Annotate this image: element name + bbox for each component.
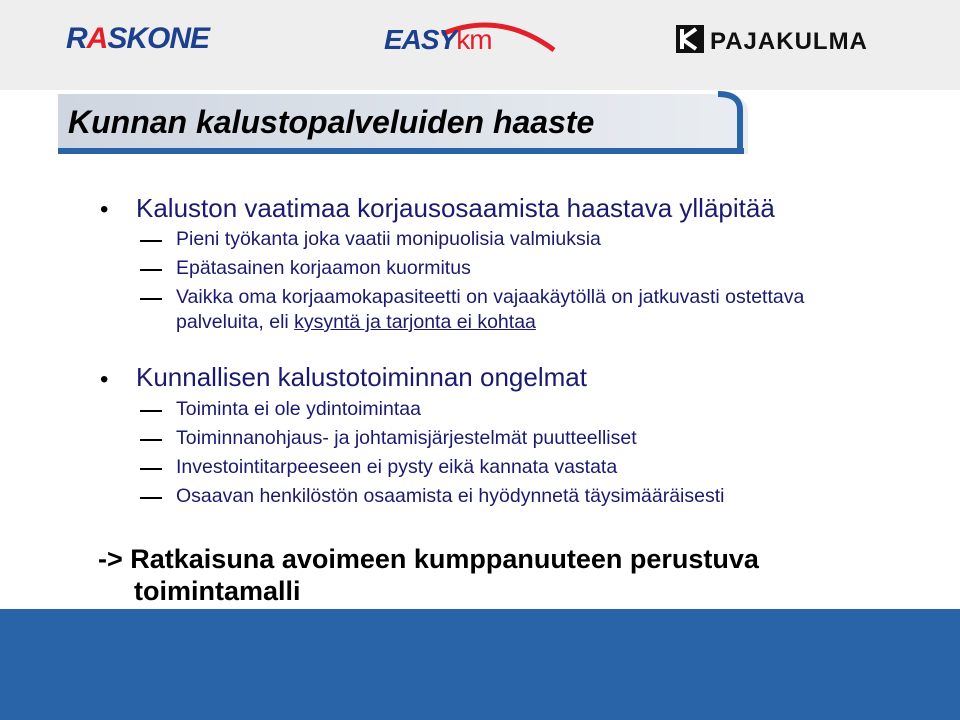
pajakulma-mark-icon xyxy=(676,25,704,53)
section-heading: Kaluston vaatimaa korjausosaamista haastava ylläpitää xyxy=(136,193,775,223)
bullet-marker: • xyxy=(100,366,109,393)
list-item: Investointitarpeeseen ei pysty eikä kannata vastata xyxy=(176,456,618,478)
bullet-marker: • xyxy=(100,196,109,223)
list-item: Osaavan henkilöstön osaamista ei hyödynnetä täysimääräisesti xyxy=(176,485,725,507)
dash-marker xyxy=(140,298,162,300)
dash-marker xyxy=(140,497,162,499)
list-item: Toiminta ei ole ydintoimintaa xyxy=(176,398,421,420)
dash-marker xyxy=(140,439,162,441)
list-item: Toiminnanohjaus- ja johtamisjärjestelmät puutteelliset xyxy=(176,427,637,449)
conclusion-text xyxy=(98,543,759,607)
pajakulma-logo: PAJAKULMA xyxy=(676,22,868,56)
list-item: Vaikka oma korjaamokapasiteetti on vajaakäytöllä on jatkuvasti ostettava xyxy=(176,286,805,308)
dash-marker xyxy=(140,269,162,271)
list-item-continuation: palveluita, eli kysyntä ja tarjonta ei kohtaa xyxy=(176,311,536,333)
logo-bar xyxy=(0,0,960,90)
raskone-logo: RASKONE xyxy=(66,22,210,55)
easykm-logo: EASYkm xyxy=(384,24,492,55)
conclusion-line-2: toimintamalli xyxy=(134,576,301,606)
footer-bar xyxy=(0,609,960,720)
underlined-phrase: kysyntä ja tarjonta ei kohtaa xyxy=(294,311,536,333)
page-title: Kunnan kalustopalveluiden haaste xyxy=(68,104,595,140)
list-item: Epätasainen korjaamon kuormitus xyxy=(176,257,471,279)
list-item: Pieni työkanta joka vaatii monipuolisia valmiuksia xyxy=(176,228,601,250)
dash-marker xyxy=(140,410,162,412)
conclusion-line-1: -> Ratkaisuna avoimeen kumppanuuteen perustuva xyxy=(98,544,759,574)
dash-marker xyxy=(140,240,162,242)
dash-marker xyxy=(140,468,162,470)
section-heading: Kunnallisen kalustotoiminnan ongelmat xyxy=(136,362,587,392)
